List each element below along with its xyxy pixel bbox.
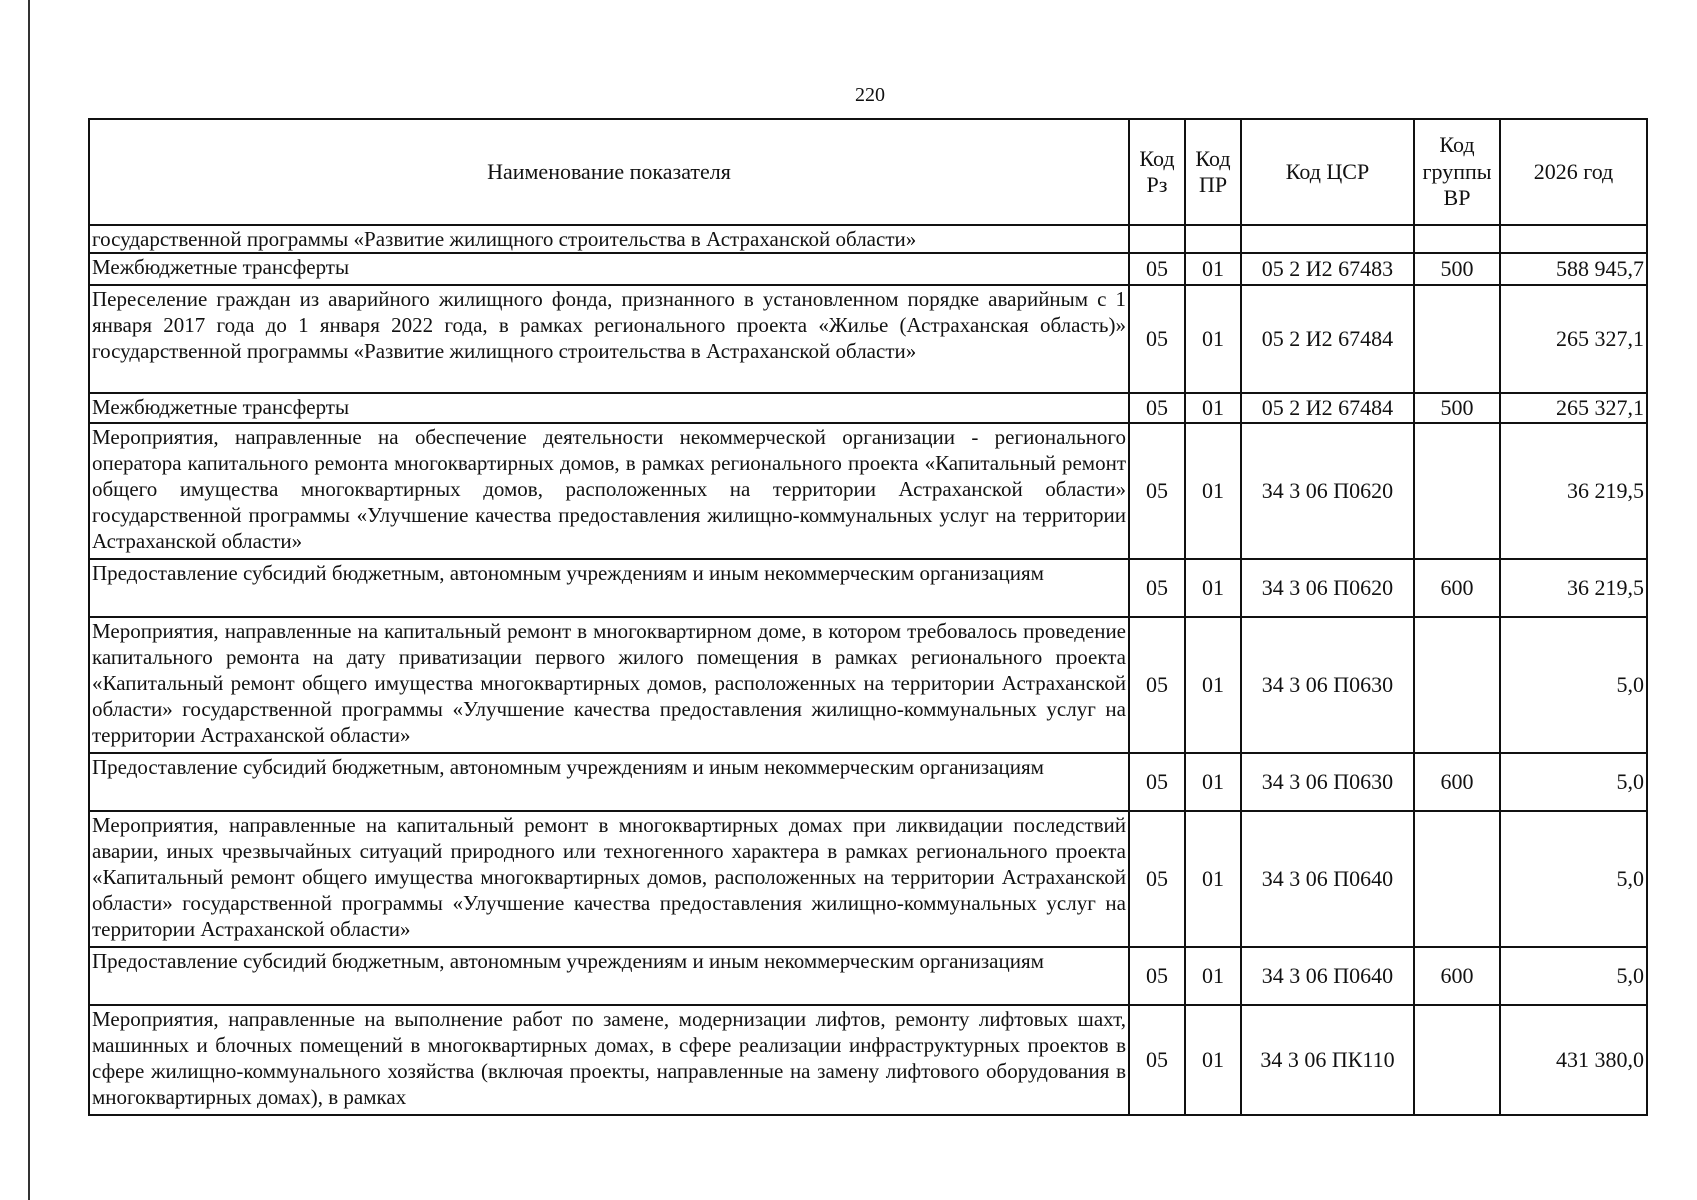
- row-csr: 34 3 06 П0640: [1241, 947, 1414, 1005]
- table-row: [89, 559, 1647, 617]
- row-csr: 34 3 06 П0620: [1241, 559, 1414, 617]
- row-value: 265 327,1: [1500, 285, 1647, 393]
- row-name: государственной программы «Развитие жилищного строительства в Астраханской области»: [89, 225, 1129, 253]
- row-value: 5,0: [1500, 947, 1647, 1005]
- row-rz: 05: [1129, 753, 1185, 811]
- row-value: 431 380,0: [1500, 1005, 1647, 1115]
- row-value: 36 219,5: [1500, 423, 1647, 559]
- row-pr: 01: [1185, 753, 1241, 811]
- row-csr: 05 2 И2 67484: [1241, 393, 1414, 423]
- row-pr: 01: [1185, 393, 1241, 423]
- row-rz: [1129, 225, 1185, 253]
- row-name: Предоставление субсидий бюджетным, автономным учреждениям и иным некоммерческим организациям: [89, 947, 1129, 1005]
- row-pr: 01: [1185, 285, 1241, 393]
- row-value: [1500, 225, 1647, 253]
- row-value: 36 219,5: [1500, 559, 1647, 617]
- table-row: [89, 393, 1647, 423]
- row-csr: 34 3 06 П0620: [1241, 423, 1414, 559]
- table-header-row: [89, 119, 1647, 225]
- row-name: Мероприятия, направленные на капитальный ремонт в многоквартирных домах при ликвидации последствий аварии, иных чрезвычайных ситуаций природного или техногенного характера в рамках регионального проекта «Капитальный ремонт общего имущества многоквартирных домов, расположенных на территории Астраханской области» государственной программы «Улучшение качества предоставления жилищно-коммунальных услуг на территории Астраханской области»: [89, 811, 1129, 947]
- binder-edge-line: [28, 0, 30, 1200]
- row-rz: 05: [1129, 393, 1185, 423]
- row-name: Мероприятия, направленные на выполнение работ по замене, модернизации лифтов, ремонту лифтовых шахт, машинных и блочных помещений в многоквартирных домах, в сфере реализации инфраструктурных проектов в сфере жилищно-коммунального хозяйства (включая проекты, направленные на замену лифтового оборудования в многоквартирных домах), в рамках: [89, 1005, 1129, 1115]
- header-csr: Код ЦСР: [1241, 119, 1414, 225]
- row-rz: 05: [1129, 285, 1185, 393]
- row-vr: [1414, 423, 1500, 559]
- row-rz: 05: [1129, 947, 1185, 1005]
- row-value: 588 945,7: [1500, 253, 1647, 285]
- row-name: Предоставление субсидий бюджетным, автономным учреждениям и иным некоммерческим организациям: [89, 753, 1129, 811]
- row-vr: [1414, 285, 1500, 393]
- table-row: [89, 225, 1647, 253]
- row-vr: [1414, 225, 1500, 253]
- row-csr: 34 3 06 ПК110: [1241, 1005, 1414, 1115]
- table-row: [89, 753, 1647, 811]
- row-name: Переселение граждан из аварийного жилищного фонда, признанного в установленном порядке аварийным с 1 января 2017 года до 1 января 2022 года, в рамках регионального проекта «Жилье (Астраханская область)» государственной программы «Развитие жилищного строительства в Астраханской области»: [89, 285, 1129, 393]
- row-pr: 01: [1185, 559, 1241, 617]
- row-name: Мероприятия, направленные на обеспечение деятельности некоммерческой организации - регионального оператора капитального ремонта многоквартирных домов, в рамках регионального проекта «Капитальный ремонт общего имущества многоквартирных домов, расположенных на территории Астраханской области» государственной программы «Улучшение качества предоставления жилищно-коммунальных услуг на территории Астраханской области»: [89, 423, 1129, 559]
- row-pr: [1185, 225, 1241, 253]
- row-pr: 01: [1185, 253, 1241, 285]
- row-rz: 05: [1129, 617, 1185, 753]
- row-name: Межбюджетные трансферты: [89, 253, 1129, 285]
- row-vr: [1414, 1005, 1500, 1115]
- row-pr: 01: [1185, 811, 1241, 947]
- row-pr: 01: [1185, 1005, 1241, 1115]
- row-vr: [1414, 811, 1500, 947]
- row-vr: 600: [1414, 947, 1500, 1005]
- table-row: [89, 253, 1647, 285]
- table-row: [89, 617, 1647, 753]
- table-row: [89, 947, 1647, 1005]
- budget-table: [88, 118, 1648, 1116]
- table-row: [89, 423, 1647, 559]
- header-year: 2026 год: [1500, 119, 1647, 225]
- header-vr: Код группы ВР: [1414, 119, 1500, 225]
- row-rz: 05: [1129, 811, 1185, 947]
- row-csr: 05 2 И2 67484: [1241, 285, 1414, 393]
- row-vr: 600: [1414, 559, 1500, 617]
- page-number: 220: [855, 84, 885, 106]
- row-value: 5,0: [1500, 617, 1647, 753]
- row-csr: [1241, 225, 1414, 253]
- row-vr: 600: [1414, 753, 1500, 811]
- row-vr: [1414, 617, 1500, 753]
- row-csr: 34 3 06 П0630: [1241, 617, 1414, 753]
- row-rz: 05: [1129, 1005, 1185, 1115]
- row-name: Межбюджетные трансферты: [89, 393, 1129, 423]
- header-name: Наименование показателя: [89, 119, 1129, 225]
- row-vr: 500: [1414, 393, 1500, 423]
- row-vr: 500: [1414, 253, 1500, 285]
- row-name: Предоставление субсидий бюджетным, автономным учреждениям и иным некоммерческим организациям: [89, 559, 1129, 617]
- row-csr: 05 2 И2 67483: [1241, 253, 1414, 285]
- row-pr: 01: [1185, 423, 1241, 559]
- table-row: [89, 285, 1647, 393]
- table-row: [89, 811, 1647, 947]
- header-pr: Код ПР: [1185, 119, 1241, 225]
- row-csr: 34 3 06 П0640: [1241, 811, 1414, 947]
- row-pr: 01: [1185, 617, 1241, 753]
- header-rz: Код Рз: [1129, 119, 1185, 225]
- row-pr: 01: [1185, 947, 1241, 1005]
- row-value: 5,0: [1500, 753, 1647, 811]
- row-value: 5,0: [1500, 811, 1647, 947]
- row-rz: 05: [1129, 253, 1185, 285]
- row-name: Мероприятия, направленные на капитальный ремонт в многоквартирном доме, в котором требовалось проведение капитального ремонта на дату приватизации первого жилого помещения в рамках регионального проекта «Капитальный ремонт общего имущества многоквартирных домов, расположенных на территории Астраханской области» государственной программы «Улучшение качества предоставления жилищно-коммунальных услуг на территории Астраханской области»: [89, 617, 1129, 753]
- row-value: 265 327,1: [1500, 393, 1647, 423]
- row-rz: 05: [1129, 423, 1185, 559]
- table-row: [89, 1005, 1647, 1115]
- row-csr: 34 3 06 П0630: [1241, 753, 1414, 811]
- row-rz: 05: [1129, 559, 1185, 617]
